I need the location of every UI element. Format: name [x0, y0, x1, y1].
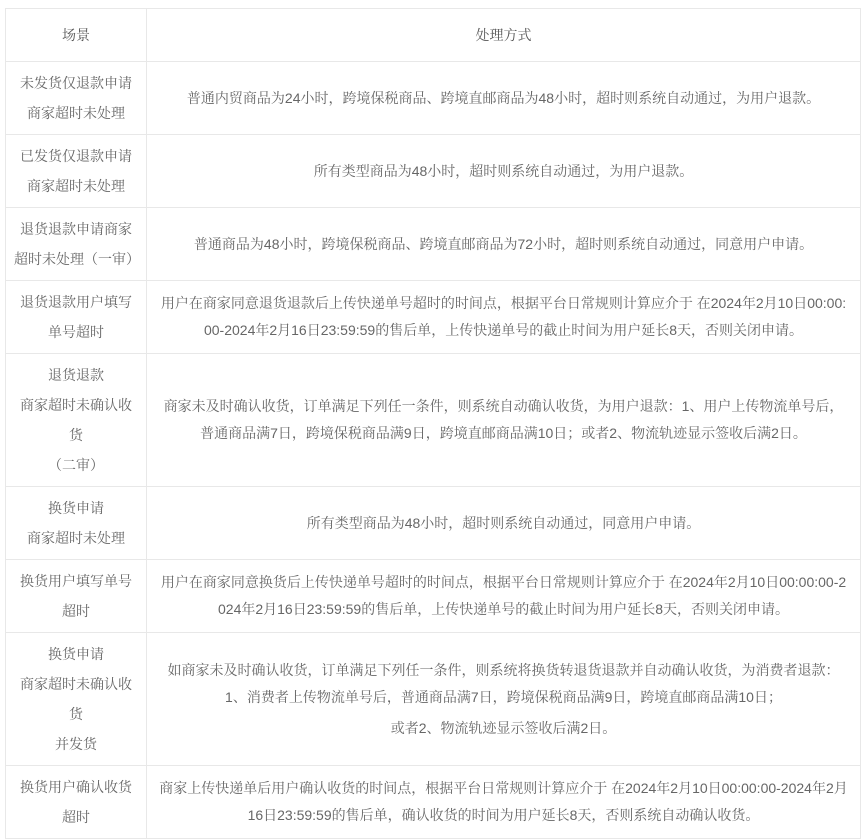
scenario-cell — [6, 633, 147, 766]
method-cell — [147, 354, 861, 487]
scenario-cell — [6, 135, 147, 208]
scenario-text: 换货申请 — [48, 500, 104, 516]
scenario-text: 未发货仅退款申请商家超时未处理 — [20, 75, 132, 121]
method-text: 用户在商家同意退货退款后上传快递单号超时的时间点，根据平台日常规则计算应介于 在2024年2月10日00:00:00-2024年2月16日23:59:59的售后单，上传快递单号的截止时间为用户延长8天，否则关闭申请。 — [160, 295, 847, 338]
method-text: 商家未及时确认收货，订单满足下列任一条件，则系统自动确认收货，为用户退款：1、用户上传物流单号后，普通商品满7日，跨境保税商品满9日，跨境直邮商品满10日；或者2、物流轨迹显示签收后满2日。 — [163, 398, 844, 441]
scenario-cell — [6, 354, 147, 487]
method-cell — [147, 487, 861, 560]
method-cell — [147, 633, 861, 766]
scenario-cell — [6, 208, 147, 281]
method-text: 如商家未及时确认收货，订单满足下列任一条件，则系统将换货转退货退款并自动确认收货，为消费者退款：1、消费者上传物流单号后，普通商品满7日，跨境保税商品满9日，跨境直邮商品满10日； — [167, 661, 840, 705]
method-text: 商家上传快递单后用户确认收货的时间点，根据平台日常规则计算应介于 在2024年2月10日00:00:00-2024年2月16日23:59:59的售后单，确认收货的时间为用户延长8天，否则系统自动确认收货。 — [159, 780, 848, 823]
method-text: 普通商品为48小时，跨境保税商品、跨境直邮商品为72小时，超时则系统自动通过，同意用户申请。 — [193, 235, 814, 252]
table-row — [6, 354, 861, 487]
timeout-rules-table — [5, 8, 861, 839]
method-cell — [147, 62, 861, 135]
table-row — [6, 766, 861, 839]
scenario-text: 换货申请 — [48, 646, 104, 662]
method-text: 或者2、物流轨迹显示签收后满2日。 — [390, 719, 617, 736]
table-row — [6, 135, 861, 208]
method-text: 普通内贸商品为24小时，跨境保税商品、跨境直邮商品为48小时，超时则系统自动通过，为用户退款。 — [186, 89, 821, 106]
scenario-text: 商家超时未确认收货 — [20, 676, 132, 722]
method-text: 所有类型商品为48小时，超时则系统自动通过，为用户退款。 — [313, 162, 694, 179]
method-cell — [147, 281, 861, 354]
table-row — [6, 208, 861, 281]
table-row — [6, 62, 861, 135]
method-text: 所有类型商品为48小时，超时则系统自动通过，同意用户申请。 — [306, 514, 701, 531]
scenario-text: 已发货仅退款申请商家超时未处理 — [20, 148, 132, 194]
table-row — [6, 487, 861, 560]
scenario-cell — [6, 281, 147, 354]
method-column-header: 处理方式 — [147, 9, 861, 62]
method-cell — [147, 208, 861, 281]
method-cell — [147, 560, 861, 633]
scenario-cell — [6, 62, 147, 135]
scenario-text: 商家超时未确认收货 — [20, 397, 132, 443]
scenario-cell — [6, 487, 147, 560]
scenario-text: 商家超时未处理 — [27, 530, 125, 546]
scenario-text: 退货退款申请商家超时未处理（一审） — [14, 221, 140, 267]
scenario-cell — [6, 766, 147, 839]
table-row — [6, 281, 861, 354]
method-cell — [147, 135, 861, 208]
table-row — [6, 633, 861, 766]
scenario-text: （二审） — [48, 457, 104, 473]
scenario-text: 换货用户确认收货超时 — [20, 779, 132, 825]
scenario-cell — [6, 560, 147, 633]
scenario-text: 退货退款用户填写单号超时 — [20, 294, 132, 340]
method-cell — [147, 766, 861, 839]
method-text: 用户在商家同意换货后上传快递单号超时的时间点，根据平台日常规则计算应介于 在2024年2月10日00:00:00-2024年2月16日23:59:59的售后单，上传快递单号的截止时间为用户延长8天，否则关闭申请。 — [160, 574, 847, 617]
scenario-text: 并发货 — [55, 736, 97, 752]
table-header-row — [6, 9, 861, 62]
scenario-column-header: 场景 — [6, 9, 147, 62]
table-row — [6, 560, 861, 633]
scenario-text: 换货用户填写单号超时 — [20, 573, 132, 619]
scenario-text: 退货退款 — [48, 367, 104, 383]
